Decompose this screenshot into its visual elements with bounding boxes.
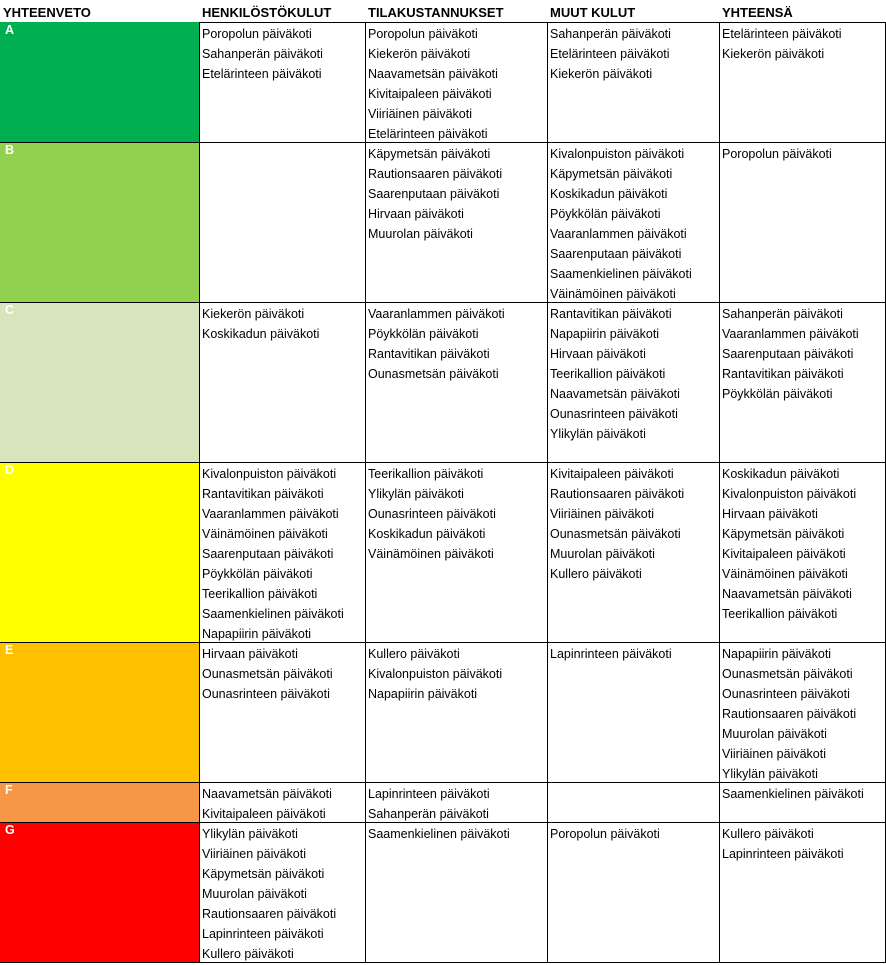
list-item: Rantavitikan päiväkoti — [202, 487, 324, 501]
list-item: Saarenputaan päiväkoti — [202, 547, 334, 561]
cell-a-henkilostokulut — [199, 24, 365, 84]
list-item: Ounasrinteen päiväkoti — [722, 687, 850, 701]
list-item: Ounasrinteen päiväkoti — [368, 507, 496, 521]
list-item: Naavametsän päiväkoti — [722, 587, 852, 601]
list-item: Ounasmetsän päiväkoti — [202, 667, 333, 681]
list-item: Käpymetsän päiväkoti — [202, 867, 325, 881]
grade-cell-c — [0, 302, 199, 462]
list-item: Teerikallion päiväkoti — [368, 467, 484, 481]
list-item: Kivalonpuiston päiväkoti — [368, 667, 503, 681]
list-item: Käpymetsän päiväkoti — [368, 147, 491, 161]
cell-a-muut-kulut — [547, 24, 719, 84]
list-item: Muurolan päiväkoti — [550, 547, 655, 561]
list-item: Etelärinteen päiväkoti — [722, 27, 842, 41]
list-item: Muurolan päiväkoti — [202, 887, 307, 901]
list-item: Ylikylän päiväkoti — [368, 487, 464, 501]
list-item: Kullero päiväkoti — [368, 647, 460, 661]
list-item: Koskikadun päiväkoti — [202, 327, 320, 341]
cell-b-muut-kulut — [547, 144, 719, 304]
list-item: Hirvaan päiväkoti — [722, 507, 818, 521]
list-item: Teerikallion päiväkoti — [550, 367, 666, 381]
list-item: Kivitaipaleen päiväkoti — [722, 547, 846, 561]
list-item: Viiriäinen päiväkoti — [368, 107, 472, 121]
list-item: Saarenputaan päiväkoti — [368, 187, 500, 201]
list-item: Kivitaipaleen päiväkoti — [550, 467, 674, 481]
list-item: Poropolun päiväkoti — [550, 827, 660, 841]
cell-g-henkilostokulut — [199, 824, 365, 964]
list-item: Ounasmetsän päiväkoti — [550, 527, 681, 541]
list-item: Sahanperän päiväkoti — [368, 807, 489, 821]
list-item: Kiekerön päiväkoti — [550, 67, 653, 81]
list-item: Kullero päiväkoti — [550, 567, 642, 581]
grid-line-horizontal — [0, 962, 886, 963]
cell-g-yhteensa — [719, 824, 886, 864]
cell-g-tilakustannukset — [365, 824, 547, 844]
cell-b-tilakustannukset — [365, 144, 547, 244]
list-item: Rautionsaaren päiväkoti — [202, 907, 337, 921]
grid-line-horizontal — [0, 642, 886, 643]
list-item: Kullero päiväkoti — [202, 947, 294, 961]
list-item: Kivalonpuiston päiväkoti — [550, 147, 685, 161]
list-item: Hirvaan päiväkoti — [202, 647, 298, 661]
list-item: Hirvaan päiväkoti — [368, 207, 464, 221]
list-item: Naavametsän päiväkoti — [368, 67, 498, 81]
cell-f-yhteensa — [719, 784, 886, 804]
list-item: Väinämöinen päiväkoti — [550, 287, 676, 301]
list-item: Lapinrinteen päiväkoti — [550, 647, 672, 661]
grade-cell-g — [0, 822, 199, 962]
list-item: Väinämöinen päiväkoti — [368, 547, 494, 561]
list-item: Poropolun päiväkoti — [722, 147, 832, 161]
list-item: Kiekerön päiväkoti — [722, 47, 825, 61]
grid-line-horizontal — [0, 822, 886, 823]
list-item: Naavametsän päiväkoti — [550, 387, 680, 401]
grade-label: G — [5, 823, 15, 837]
grid-line-horizontal — [0, 782, 886, 783]
list-item: Ylikylän päiväkoti — [202, 827, 298, 841]
list-item: Saarenputaan päiväkoti — [722, 347, 854, 361]
list-item: Vaaranlammen päiväkoti — [368, 307, 505, 321]
list-item: Viiriäinen päiväkoti — [202, 847, 306, 861]
list-item: Viiriäinen päiväkoti — [550, 507, 654, 521]
list-item: Poropolun päiväkoti — [368, 27, 478, 41]
list-item: Teerikallion päiväkoti — [722, 607, 838, 621]
list-item: Kivitaipaleen päiväkoti — [368, 87, 492, 101]
list-item: Vaaranlammen päiväkoti — [722, 327, 859, 341]
grade-cell-a — [0, 22, 199, 142]
header-yhteensa: YHTEENSÄ — [722, 5, 793, 20]
list-item: Kullero päiväkoti — [722, 827, 814, 841]
list-item: Poropolun päiväkoti — [202, 27, 312, 41]
cell-d-muut-kulut — [547, 464, 719, 584]
list-item: Lapinrinteen päiväkoti — [202, 927, 324, 941]
list-item: Viiriäinen päiväkoti — [722, 747, 826, 761]
cell-f-tilakustannukset — [365, 784, 547, 824]
list-item: Sahanperän päiväkoti — [550, 27, 671, 41]
cell-b-yhteensa — [719, 144, 886, 164]
list-item: Ounasrinteen päiväkoti — [202, 687, 330, 701]
cell-f-henkilostokulut — [199, 784, 365, 824]
cell-a-tilakustannukset — [365, 24, 547, 144]
list-item: Lapinrinteen päiväkoti — [722, 847, 844, 861]
list-item: Kivalonpuiston päiväkoti — [722, 487, 857, 501]
grade-label: A — [5, 23, 15, 37]
list-item: Muurolan päiväkoti — [722, 727, 827, 741]
grade-label: C — [5, 303, 15, 317]
cell-e-yhteensa — [719, 644, 886, 784]
list-item: Vaaranlammen päiväkoti — [550, 227, 687, 241]
cell-c-tilakustannukset — [365, 304, 547, 384]
cell-d-henkilostokulut — [199, 464, 365, 644]
grid-line-horizontal — [0, 142, 886, 143]
list-item: Kivitaipaleen päiväkoti — [202, 807, 326, 821]
list-item: Naavametsän päiväkoti — [202, 787, 332, 801]
grade-cell-d — [0, 462, 199, 642]
cell-e-henkilostokulut — [199, 644, 365, 704]
list-item: Pöykkölän päiväkoti — [722, 387, 833, 401]
list-item: Napapiirin päiväkoti — [202, 627, 312, 641]
list-item: Etelärinteen päiväkoti — [202, 67, 322, 81]
list-item: Saarenputaan päiväkoti — [550, 247, 682, 261]
grade-label: B — [5, 143, 15, 157]
list-item: Rantavitikan päiväkoti — [722, 367, 844, 381]
list-item: Vaaranlammen päiväkoti — [202, 507, 339, 521]
header-tilakustannukset: TILAKUSTANNUKSET — [368, 5, 504, 20]
cell-c-yhteensa — [719, 304, 886, 404]
cell-a-yhteensa — [719, 24, 886, 64]
grade-cell-e — [0, 642, 199, 782]
cell-d-yhteensa — [719, 464, 886, 624]
grade-cell-b — [0, 142, 199, 302]
list-item: Rautionsaaren päiväkoti — [722, 707, 857, 721]
list-item: Rantavitikan päiväkoti — [368, 347, 490, 361]
list-item: Rantavitikan päiväkoti — [550, 307, 672, 321]
list-item: Ylikylän päiväkoti — [550, 427, 646, 441]
grade-cell-f — [0, 782, 199, 822]
header-henkilostokulut: HENKILÖSTÖKULUT — [202, 5, 332, 20]
cell-e-muut-kulut — [547, 644, 719, 664]
list-item: Koskikadun päiväkoti — [368, 527, 486, 541]
list-item: Sahanperän päiväkoti — [722, 307, 843, 321]
grid-line-horizontal — [199, 22, 886, 23]
list-item: Etelärinteen päiväkoti — [368, 127, 488, 141]
list-item: Väinämöinen päiväkoti — [202, 527, 328, 541]
cell-c-muut-kulut — [547, 304, 719, 444]
header-muut-kulut: MUUT KULUT — [550, 5, 636, 20]
list-item: Pöykkölän päiväkoti — [202, 567, 313, 581]
cell-g-muut-kulut — [547, 824, 719, 844]
list-item: Etelärinteen päiväkoti — [550, 47, 670, 61]
list-item: Kivalonpuiston päiväkoti — [202, 467, 337, 481]
list-item: Lapinrinteen päiväkoti — [368, 787, 490, 801]
list-item: Saamenkielinen päiväkoti — [368, 827, 510, 841]
header-yhteenveto: YHTEENVETO — [3, 5, 91, 20]
list-item: Saamenkielinen päiväkoti — [202, 607, 344, 621]
list-item: Napapiirin päiväkoti — [550, 327, 660, 341]
list-item: Pöykkölän päiväkoti — [550, 207, 661, 221]
grid-line-horizontal — [0, 462, 886, 463]
list-item: Koskikadun päiväkoti — [550, 187, 668, 201]
grid-line-horizontal — [0, 302, 886, 303]
list-item: Ounasmetsän päiväkoti — [368, 367, 499, 381]
list-item: Ylikylän päiväkoti — [722, 767, 818, 781]
list-item: Napapiirin päiväkoti — [722, 647, 832, 661]
list-item: Napapiirin päiväkoti — [368, 687, 478, 701]
list-item: Rautionsaaren päiväkoti — [368, 167, 503, 181]
list-item: Pöykkölän päiväkoti — [368, 327, 479, 341]
list-item: Kiekerön päiväkoti — [202, 307, 305, 321]
grade-label: F — [5, 783, 13, 797]
grade-label: D — [5, 463, 15, 477]
list-item: Väinämöinen päiväkoti — [722, 567, 848, 581]
list-item: Käpymetsän päiväkoti — [550, 167, 673, 181]
list-item: Kiekerön päiväkoti — [368, 47, 471, 61]
grade-label: E — [5, 643, 14, 657]
cell-d-tilakustannukset — [365, 464, 547, 564]
list-item: Hirvaan päiväkoti — [550, 347, 646, 361]
list-item: Ounasmetsän päiväkoti — [722, 667, 853, 681]
list-item: Sahanperän päiväkoti — [202, 47, 323, 61]
list-item: Ounasrinteen päiväkoti — [550, 407, 678, 421]
list-item: Saamenkielinen päiväkoti — [722, 787, 864, 801]
list-item: Teerikallion päiväkoti — [202, 587, 318, 601]
list-item: Muurolan päiväkoti — [368, 227, 473, 241]
list-item: Koskikadun päiväkoti — [722, 467, 840, 481]
cell-c-henkilostokulut — [199, 304, 365, 344]
cell-e-tilakustannukset — [365, 644, 547, 704]
list-item: Rautionsaaren päiväkoti — [550, 487, 685, 501]
list-item: Käpymetsän päiväkoti — [722, 527, 845, 541]
list-item: Saamenkielinen päiväkoti — [550, 267, 692, 281]
